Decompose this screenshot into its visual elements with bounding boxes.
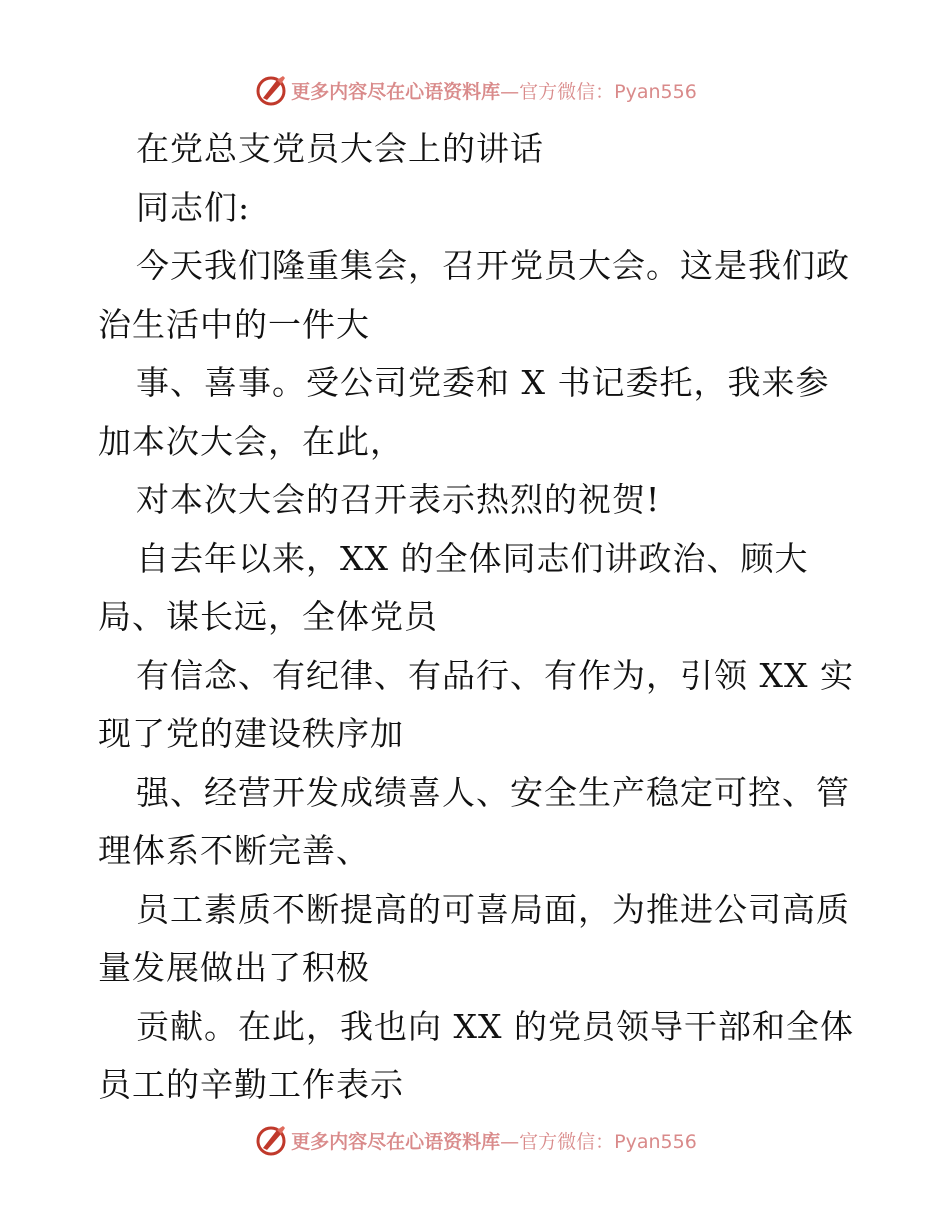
banner-separator: — <box>500 80 520 103</box>
banner-text <box>291 1127 697 1154</box>
paragraph-line: 对本次大会的召开表示热烈的祝贺! <box>136 480 661 519</box>
banner-site-text: 更多内容尽在心语资料库 <box>291 1130 501 1153</box>
paragraph-line: 事、喜事。受公司党委和 X 书记委托，我来参 <box>136 363 830 402</box>
document-title: 在党总支党员大会上的讲话 <box>136 129 544 168</box>
document-body <box>98 120 878 1115</box>
paragraph-line: 员工的辛勤工作表示 <box>98 1065 404 1104</box>
header-banner <box>0 68 950 112</box>
pen-nib-logo-icon <box>253 72 289 108</box>
paragraph-line: 有信念、有纪律、有品行、有作为，引领 XX 实 <box>136 655 854 695</box>
paragraph-line: 局、谋长远，全体党员 <box>98 597 438 636</box>
banner-wechat-text: 官方微信：Pyan556 <box>519 80 697 103</box>
pen-nib-logo-icon <box>253 1122 289 1158</box>
banner-wechat-text: 官方微信：Pyan556 <box>519 1130 697 1153</box>
paragraph-line: 强、经营开发成绩喜人、安全生产稳定可控、管 <box>136 772 850 812</box>
paragraph-line: 贡献。在此，我也向 XX 的党员领导干部和全体 <box>136 1006 854 1046</box>
paragraph-line: 现了党的建设秩序加 <box>98 714 404 753</box>
paragraph-line: 今天我们隆重集会，召开党员大会。这是我们政 <box>136 246 850 285</box>
paragraph-line: 治生活中的一件大 <box>98 304 370 344</box>
footer-banner <box>0 1118 950 1162</box>
paragraph-line: 员工素质不断提高的可喜局面，为推进公司高质 <box>136 889 850 929</box>
paragraph-line: 量发展做出了积极 <box>98 948 370 987</box>
banner-separator: — <box>500 1130 520 1153</box>
banner-text <box>291 77 697 104</box>
paragraph-line: 加本次大会，在此， <box>98 421 404 461</box>
paragraph-line: 理体系不断完善、 <box>98 831 370 870</box>
salutation: 同志们: <box>136 187 251 227</box>
banner-site-text: 更多内容尽在心语资料库 <box>291 80 501 103</box>
paragraph-line: 自去年以来，XX 的全体同志们讲政治、顾大 <box>136 538 809 578</box>
